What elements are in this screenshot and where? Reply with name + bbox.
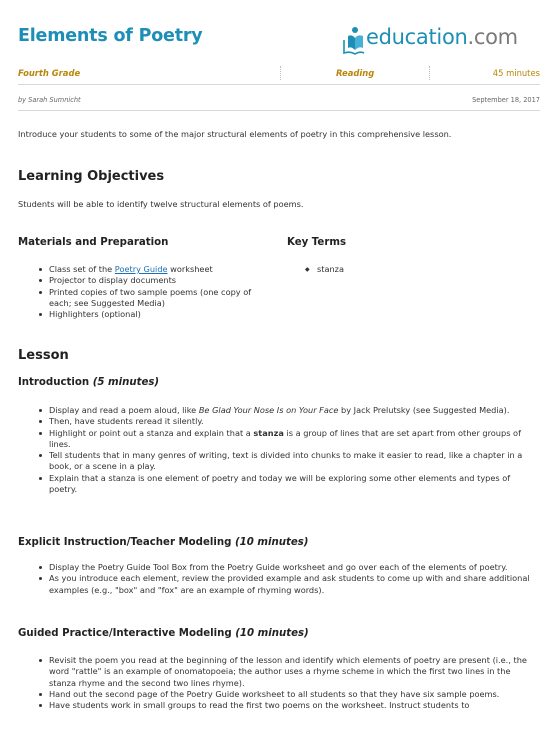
list-item: Highlighters (optional) [37, 309, 273, 320]
list-item: Printed copies of two sample poems (one copy of each; see Suggested Media) [37, 287, 273, 310]
introduction-duration: (5 minutes) [92, 377, 160, 388]
materials-item-text: worksheet [167, 264, 213, 274]
guided-practice-heading [18, 628, 309, 639]
explicit-title: Explicit Instruction/Teacher Modeling [18, 537, 232, 548]
list-item [37, 264, 273, 275]
list-item: Projector to display documents [37, 275, 273, 286]
introduction-title: Introduction [18, 377, 90, 388]
explicit-instruction-heading [18, 537, 308, 548]
intro-paragraph: Introduce your students to some of the major structural elements of poetry in this comprehensive lesson. [18, 129, 452, 139]
guided-practice-list [37, 655, 539, 711]
list-item: Tell students that in many genres of writing, text is divided into chunks to make it easier to read, like a chapter in a book, or a scene in a play. [37, 450, 539, 473]
grade-label: Fourth Grade [18, 68, 81, 78]
key-terms-heading: Key Terms [287, 237, 347, 248]
info-divider [429, 66, 430, 80]
materials-item-text: Class set of the [49, 264, 115, 274]
publish-date: September 18, 2017 [472, 96, 540, 104]
lesson-heading: Lesson [18, 348, 69, 363]
guided-title: Guided Practice/Interactive Modeling [18, 628, 232, 639]
education-com-logo[interactable] [339, 24, 544, 58]
materials-list [37, 264, 273, 320]
list-item: Revisit the poem you read at the beginning of the lesson and identify which elements of poetry are present (i.e., the word "rattle" is an example of onomatopoeia; the author uses a rhyme scheme in which the first two lines in the stanza rhyme and the second two lines rhyme). [37, 655, 539, 689]
introduction-list [37, 405, 539, 495]
introduction-heading [18, 377, 159, 388]
poetry-guide-link[interactable]: Poetry Guide [114, 264, 168, 274]
learning-objectives-text: Students will be able to identify twelve structural elements of poems. [18, 199, 304, 209]
explicit-instruction-list [37, 562, 539, 596]
book-reader-icon [339, 26, 365, 56]
logo-suffix-text: .com [467, 25, 518, 49]
guided-duration: (10 minutes) [235, 628, 309, 639]
logo-wordmark [366, 25, 518, 49]
key-term-item: ◆ stanza [305, 264, 535, 275]
lesson-info-bar [18, 64, 540, 85]
materials-heading: Materials and Preparation [18, 237, 169, 248]
list-item: Have students work in small groups to read the first two poems on the worksheet. Instruct students to [37, 700, 539, 711]
author-meta-bar [18, 94, 540, 111]
list-item [37, 405, 539, 416]
author-byline: by Sarah Sumnicht [18, 96, 81, 104]
key-term-highlight: stanza [253, 427, 284, 438]
list-item-text: Display and read a poem aloud, like [49, 405, 199, 415]
poem-title: Be Glad Your Nose Is on Your Face [198, 405, 339, 415]
list-item-text: by Jack Prelutsky (see Suggested Media). [338, 405, 510, 415]
duration-label: 45 minutes [492, 68, 540, 78]
subject-label: Reading [336, 68, 375, 78]
list-item-text: is a group of lines that are set apart from other groups of lines. [49, 427, 521, 449]
learning-objectives-heading: Learning Objectives [18, 169, 165, 184]
logo-main-text: education [366, 25, 468, 49]
list-item: As you introduce each element, review the provided example and ask students to come up with and share additional examples (e.g., "box" and "fox" are an example of rhyming words). [37, 573, 539, 596]
list-item [37, 428, 539, 451]
list-item-text: Highlight or point out a stanza and explain that a [49, 427, 254, 438]
list-item: Explain that a stanza is one element of poetry and today we will be exploring some other elements and types of poetry. [37, 473, 539, 496]
list-item: Hand out the second page of the Poetry Guide worksheet to all students so that they have six sample poems. [37, 689, 539, 700]
explicit-duration: (10 minutes) [234, 537, 309, 548]
list-item: Display the Poetry Guide Tool Box from the Poetry Guide worksheet and go over each of the elements of poetry. [37, 562, 539, 573]
list-item: Then, have students reread it silently. [37, 416, 539, 427]
key-terms-list [305, 264, 535, 275]
page-title: Elements of Poetry [18, 26, 203, 46]
info-divider [280, 66, 281, 80]
